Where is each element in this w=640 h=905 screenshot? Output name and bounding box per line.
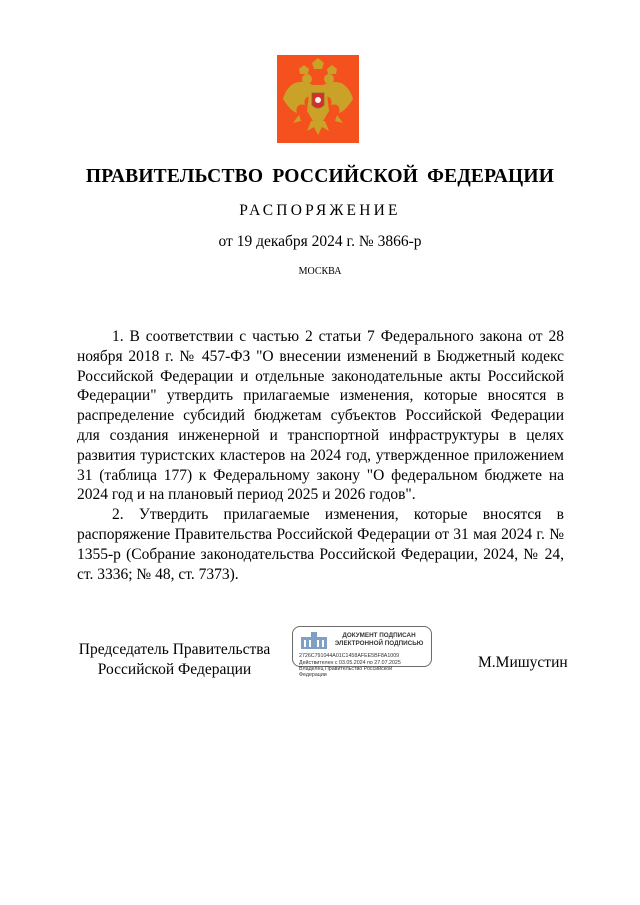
- signatory-name: М.Мишустин: [478, 654, 568, 671]
- government-building-icon: [299, 631, 329, 649]
- document-body: [77, 327, 564, 584]
- stamp-heading: ДОКУМЕНТ ПОДПИСАН ЭЛЕКТРОННОЙ ПОДПИСЬЮ: [334, 632, 424, 647]
- paragraph-1: 1. В соответствии с частью 2 статьи 7 Федерального закона от 28 ноября 2018 г. № 457-ФЗ "О внесении изменений в Бюджетный кодекс Российской Федерации и отдельные законодательные акты Российской Федерации" утвердить прилагаемые изменения, которые вносятся в распределение субсидий бюджетам субъектов Российской Федерации для создания инженерной и транспортной инфраструктуры в целях развития туристских кластеров на 2024 год, утвержденное приложением 31 (таблица 177) к Федеральному закону "О федеральном бюджете на 2024 год и на плановый период 2025 и 2026 годов".: [77, 328, 564, 504]
- stamp-validity: Действителен с 03.05.2024 по 27.07.2025: [299, 660, 401, 666]
- organization-title: ПРАВИТЕЛЬСТВО РОССИЙСКОЙ ФЕДЕРАЦИИ: [85, 166, 555, 187]
- coat-of-arms-icon: [277, 55, 359, 143]
- paragraph-2: 2. Утвердить прилагаемые изменения, которые вносятся в распоряжение Правительства Российской Федерации от 31 мая 2024 г. № 1355-р (Собрание законодательства Российской Федерации, 2024, № 24, ст. 3336; № 48, ст. 7373).: [77, 506, 564, 583]
- stamp-certificate: 2726C791044A01C1458AFEE5BF8A1009: [299, 653, 400, 659]
- document-type: РАСПОРЯЖЕНИЕ: [239, 202, 401, 219]
- signatory-position: [77, 640, 272, 680]
- document-city: МОСКВА: [298, 266, 342, 277]
- stamp-owner-line2: Федерации: [299, 672, 327, 678]
- stamp-owner-line1: Владелец Правительство Российской: [299, 666, 393, 672]
- signatory-position-line1: Председатель Правительства: [78, 641, 271, 658]
- document-date-number: от 19 декабря 2024 г. № 3866-р: [218, 233, 422, 250]
- signatory-position-line2: Российской Федерации: [97, 661, 252, 678]
- electronic-signature-stamp: [292, 626, 432, 678]
